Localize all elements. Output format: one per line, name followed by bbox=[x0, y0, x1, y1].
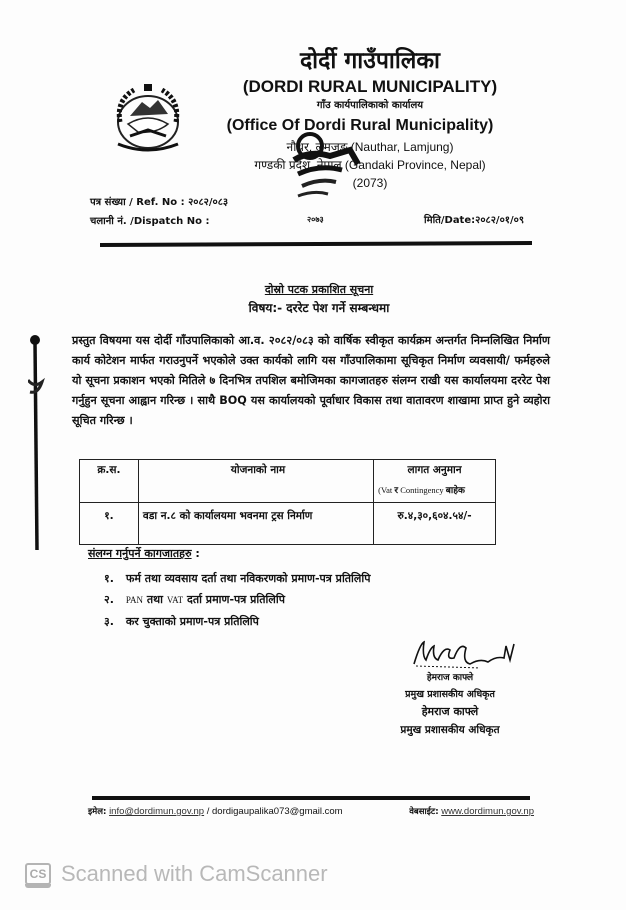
header-cost-note bbox=[374, 483, 495, 496]
date-label: मिति/Date: bbox=[424, 215, 476, 226]
address-line-2: गण्डकी प्रदेश, नेपाल (Gandaki Province, Nepal) bbox=[254, 158, 486, 172]
date-value: २०८२/०१/०९ bbox=[475, 215, 525, 226]
handwritten-signature-icon bbox=[410, 638, 520, 670]
cost-note-prefix: (Vat bbox=[378, 485, 395, 495]
office-seal-stamp-icon bbox=[280, 130, 372, 210]
signatory-designation-handwritten: प्रमुख प्रशासकीय अधिकृत bbox=[405, 689, 495, 700]
attachment-vat: VAT bbox=[166, 595, 184, 605]
stamp-year: २०७३ bbox=[307, 215, 324, 224]
header-serial-number: क्र.स. bbox=[80, 460, 139, 503]
camscanner-watermark bbox=[25, 861, 328, 887]
cost-note-suffix: बाहेक bbox=[445, 486, 465, 496]
row-project-name: वडा न.८ को कार्यालयमा भवनमा ट्रस निर्माण bbox=[138, 503, 373, 545]
header-divider bbox=[100, 241, 532, 247]
website-block bbox=[409, 806, 534, 817]
camscanner-logo-icon: CS bbox=[25, 863, 51, 885]
signatory-name-handwritten: हेमराज काफ्ले bbox=[426, 673, 474, 683]
project-table bbox=[79, 459, 496, 545]
cost-note-conjunction: र bbox=[394, 486, 399, 496]
website-link[interactable]: www.dordimun.gov.np bbox=[441, 806, 534, 817]
website-label: वेबसाईट: bbox=[409, 807, 439, 817]
cost-note-contingency: Contingency bbox=[398, 485, 446, 495]
attachment-number: २. bbox=[104, 593, 114, 606]
attachment-conjunction: तथा bbox=[143, 593, 167, 606]
municipality-name-english: (DORDI RURAL MUNICIPALITY) bbox=[242, 77, 498, 96]
reference-number bbox=[90, 194, 228, 208]
header-cost-label: लागत अनुमान bbox=[407, 464, 462, 476]
signatory-name-stamp: हेमराज काफ्ले bbox=[421, 705, 479, 718]
attachments-title bbox=[88, 546, 200, 561]
dispatch-label: चलानी नं. /Dispatch No : bbox=[90, 216, 210, 227]
table-header-row bbox=[80, 460, 496, 503]
attachments-title-text: संलग्न गर्नुपर्ने कागजातहरु bbox=[88, 547, 192, 560]
attachment-number: १. bbox=[104, 572, 114, 585]
reference-label: पत्र संख्या / Ref. No : bbox=[90, 197, 185, 208]
email-separator: / bbox=[204, 806, 213, 817]
attachments-title-colon: : bbox=[191, 547, 200, 560]
notice-subject: विषय:- दररेट पेश गर्ने सम्बन्धमा bbox=[248, 301, 390, 315]
signatory-block bbox=[385, 670, 515, 740]
nepal-emblem-icon bbox=[108, 78, 188, 158]
table-row bbox=[80, 503, 496, 545]
binding-string-icon bbox=[28, 332, 48, 550]
camscanner-watermark-text: Scanned with CamScanner bbox=[61, 861, 328, 886]
signatory-designation-stamp: प्रमुख प्रशासकीय अधिकृत bbox=[400, 724, 500, 736]
row-cost-estimate: रु.४,३०,६०४.५४/- bbox=[374, 503, 496, 545]
office-name-nepali: गाँउ कार्यपालिकाको कार्यालय bbox=[316, 100, 424, 111]
attachment-item bbox=[104, 568, 370, 589]
attachment-text: कर चुक्ताको प्रमाण-पत्र प्रतिलिपि bbox=[125, 615, 259, 628]
municipality-name-nepali: दोर्दी गाउँपालिका bbox=[299, 48, 441, 74]
office-name-english: (Office Of Dordi Rural Municipality) bbox=[226, 117, 494, 134]
attachment-item bbox=[104, 611, 370, 632]
document-date bbox=[424, 212, 524, 226]
email-primary-link[interactable]: info@dordimun.gov.np bbox=[109, 806, 205, 817]
attachment-item bbox=[104, 589, 370, 611]
reference-value: २०८२/०८३ bbox=[188, 197, 229, 208]
attachment-number: ३. bbox=[104, 615, 114, 628]
attachments-list bbox=[104, 568, 370, 632]
email-label: इमेल: bbox=[88, 807, 107, 817]
header-cost-estimate bbox=[374, 460, 496, 503]
header-project-name: योजनाको नाम bbox=[138, 460, 373, 503]
dispatch-number bbox=[90, 213, 209, 227]
attachment-text: फर्म तथा व्यवसाय दर्ता तथा नविकरणको प्रमाण-पत्र प्रतिलिपि bbox=[125, 572, 371, 585]
email-secondary: dordigaupalika073@gmail.com bbox=[212, 806, 343, 817]
address-line-1: नौथर, लमजुङ (Nauthar, Lamjung) bbox=[286, 140, 454, 154]
footer-contact bbox=[88, 806, 538, 817]
address-line-3: (2073) bbox=[352, 176, 388, 190]
row-serial-number: १. bbox=[80, 503, 139, 545]
attachment-text: दर्ता प्रमाण-पत्र प्रतिलिपि bbox=[183, 593, 285, 606]
notice-heading: दोस्रो पटक प्रकाशित सूचना bbox=[264, 283, 374, 296]
attachment-pan: PAN bbox=[125, 595, 144, 605]
footer-divider bbox=[92, 796, 530, 800]
notice-body: प्रस्तुत विषयमा यस दोर्दी गाँउपालिकाको आ.व. २०८२/०८३ को वार्षिक स्वीकृत कार्यक्रम अन्तर्गत निम्नलिखित निर्माण कार्य कोटेशन मार्फत गराउनुपर्ने भएकोले उक्त कार्यको लागि यस गाँउपालिकामा सूचिकृत निर्माण व्यवसायी/ फर्महरुले यो सूचना प्रकाशन भएको मितिले ७ दिनभित्र तपशिल बमोजिमका कागजातहरु संलग्न राखी यस कार्यालयमा दररेट पेश गर्नुहुन सूचना आह्वान गरिन्छ । साथै BOQ यस कार्यालयको पूर्वाधार विकास तथा वातावरण शाखामा प्राप्त हुने व्यहोरा सूचित गरिन्छ । bbox=[72, 334, 550, 427]
